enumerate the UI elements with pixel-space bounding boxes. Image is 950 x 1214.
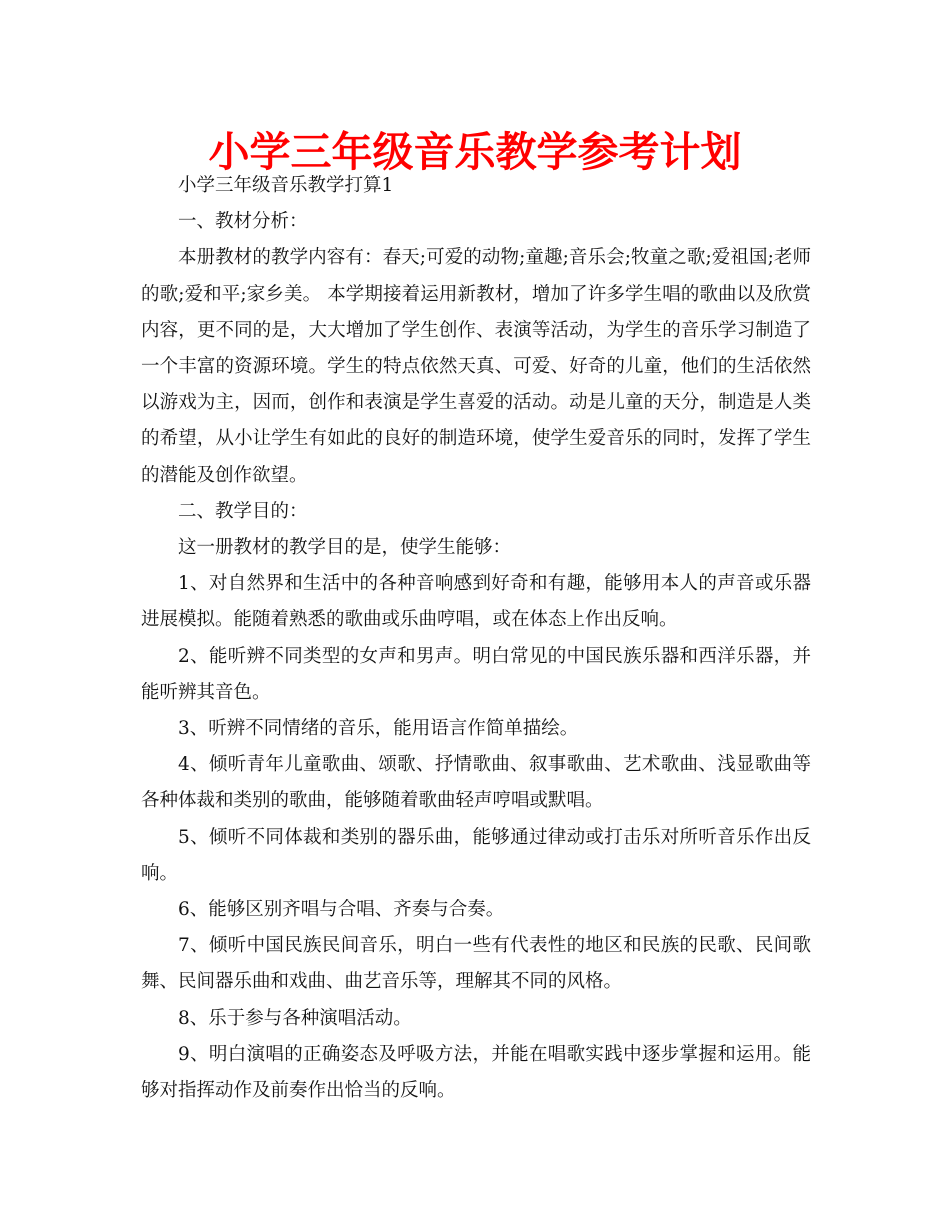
document-body xyxy=(141,168,811,1109)
goal-item-7: 7、倾听中国民族民间音乐，明白一些有代表性的地区和民族的民歌、民间歌舞、民间器乐曲和戏曲、曲艺音乐等，理解其不同的风格。 xyxy=(141,935,811,993)
section-heading-teaching-goals: 二、教学目的： xyxy=(178,500,308,522)
paragraph-goals-intro: 这一册教材的教学目的是，使学生能够： xyxy=(178,537,512,559)
goal-item-1: 1、对自然界和生活中的各种音响感到好奇和有趣，能够用本人的声音或乐器进展模拟。能随着熟悉的歌曲或乐曲哼唱，或在体态上作出反响。 xyxy=(141,573,811,631)
goal-item-9: 9、明白演唱的正确姿态及呼吸方法，并能在唱歌实践中逐步掌握和运用。能够对指挥动作及前奏作出恰当的反响。 xyxy=(141,1043,811,1102)
goal-item-4: 4、倾听青年儿童歌曲、颂歌、抒情歌曲、叙事歌曲、艺术歌曲、浅显歌曲等各种体裁和类别的歌曲，能够随着歌曲轻声哼唱或默唱。 xyxy=(141,754,811,812)
goal-item-2: 2、能听辨不同类型的女声和男声。明白常见的中国民族乐器和西洋乐器，并能听辨其音色。 xyxy=(141,645,811,703)
paragraph-textbook-content: 本册教材的教学内容有：春天;可爱的动物;童趣;音乐会;牧童之歌;爱祖国;老师的歌;爱和平;家乡美。 本学期接着运用新教材，增加了许多学生唱的歌曲以及欣赏内容，更不同的是，大大增加了学生创作、表演等活动，为学生的音乐学习制造了一个丰富的资源环境。学生的特点依然天真、可爱、好奇的儿童，他们的生活依然以游戏为主，因而，创作和表演是学生喜爱的活动。动是儿童的天分，制造是人类的希望，从小让学生有如此的良好的制造环境，使学生爱音乐的同时，发挥了学生的潜能及创作欲望。 xyxy=(141,247,811,486)
goal-item-5: 5、倾听不同体裁和类别的器乐曲，能够通过律动或打击乐对所听音乐作出反响。 xyxy=(141,826,811,884)
goal-item-8: 8、乐于参与各种演唱活动。 xyxy=(178,1007,412,1029)
goal-item-6: 6、能够区别齐唱与合唱、齐奏与合奏。 xyxy=(178,899,505,921)
document-title: 小学三年级音乐教学参考计划 xyxy=(208,128,742,176)
goal-item-3: 3、听辨不同情绪的音乐，能用语言作简单描绘。 xyxy=(178,718,579,740)
section-heading-textbook-analysis: 一、教材分析： xyxy=(178,211,308,233)
paragraph-plan-heading: 小学三年级音乐教学打算1 xyxy=(178,175,394,196)
